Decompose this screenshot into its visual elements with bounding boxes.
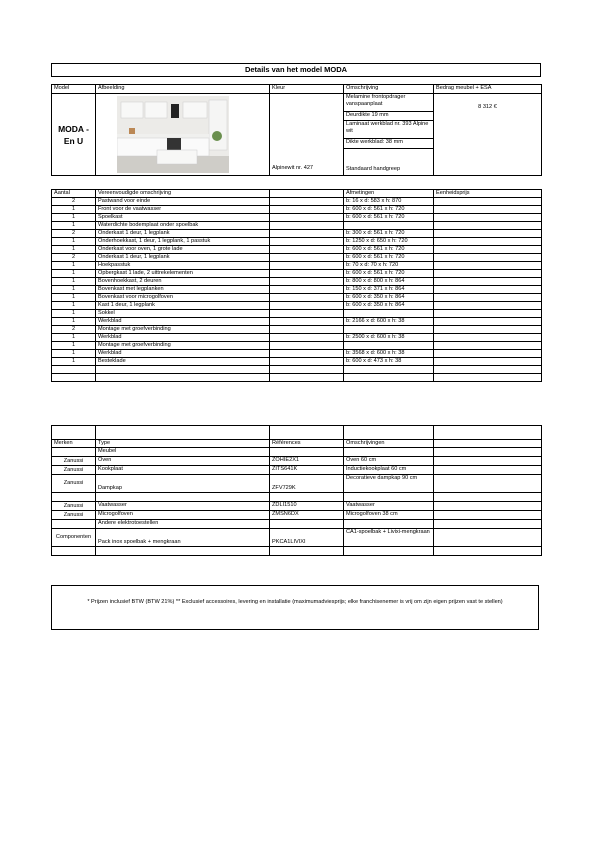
item-dims: b: 600 x d: 473 x h: 38: [344, 358, 434, 366]
item-desc: Bovenkast met legplanken: [96, 286, 270, 294]
table-row: [52, 511, 542, 520]
item-desc: Bovenkast voor microgolfoven: [96, 294, 270, 302]
brand-type: [96, 493, 270, 502]
brand-reference: ZDLI1510: [270, 502, 344, 511]
item-desc: Front voor de vaatwasser: [96, 206, 270, 214]
item-desc: Pastwand voor einde: [96, 198, 270, 206]
item-desc: Onderkast voor oven, 1 grote lade: [96, 246, 270, 254]
item-dims: b: 600 x d: 561 x h: 720: [344, 214, 434, 222]
brand-reference: ZOHIE2X1: [270, 457, 344, 466]
brand-reference: ZITS641K: [270, 466, 344, 475]
table-row: [52, 286, 542, 294]
table-row: [52, 278, 542, 286]
col-descriptions: Omschrijvingen: [344, 440, 434, 448]
brand-description: [344, 448, 434, 457]
brand-type: Pack inox spoelbak + mengkraan: [96, 529, 270, 547]
item-qty: 1: [52, 286, 96, 294]
table-row: [52, 350, 542, 358]
desc-handle: Standaard handgreep: [344, 149, 434, 176]
table-row: [52, 214, 542, 222]
item-qty: 1: [52, 342, 96, 350]
table-row: [52, 493, 542, 502]
table-row: [52, 246, 542, 254]
item-desc: Kast 1 deur, 1 legplank: [96, 302, 270, 310]
table-row: [52, 529, 542, 547]
brand-reference: ZFV729K: [270, 475, 344, 493]
item-desc: Onderhoekkast, 1 deur, 1 legplank, 1 passtuk: [96, 238, 270, 246]
brand-name: [52, 520, 96, 529]
footer-note: * Prijzen inclusief BTW (BTW 21%) ** Exclusief accessoires, levering en installatie (maximumadviesprijs; elke franchisenemer is vrij om zijn eigen prijzen vast te stellen): [51, 585, 539, 630]
item-qty: 2: [52, 198, 96, 206]
brand-type: Oven: [96, 457, 270, 466]
item-dims: [344, 342, 434, 350]
col-image: Afbeelding: [96, 85, 270, 94]
item-qty: 1: [52, 206, 96, 214]
brand-reference: ZMSN6DX: [270, 511, 344, 520]
item-desc: Bovenhoekkast, 2 deuren: [96, 278, 270, 286]
item-qty: 1: [52, 318, 96, 326]
table-row: [52, 342, 542, 350]
table-row: [52, 254, 542, 262]
item-dims: b: 300 x d: 561 x h: 720: [344, 230, 434, 238]
brand-name: [52, 448, 96, 457]
table-row: [52, 206, 542, 214]
table-row: [52, 230, 542, 238]
item-qty: 1: [52, 350, 96, 358]
item-desc: Montage met groefverbinding: [96, 326, 270, 334]
item-qty: 2: [52, 230, 96, 238]
item-dims: [344, 326, 434, 334]
item-dims: b: 600 x d: 561 x h: 720: [344, 254, 434, 262]
item-dims: b: 600 x d: 561 x h: 720: [344, 206, 434, 214]
item-desc: Opbergkast 1 lade, 2 uittrekelementen: [96, 270, 270, 278]
item-desc: Spoelkast: [96, 214, 270, 222]
brand-name: Zanussi: [52, 466, 96, 475]
brand-description: [344, 493, 434, 502]
item-desc: Werkblad: [96, 350, 270, 358]
desc-door: Deurdikte 19 mm: [344, 112, 434, 121]
brand-name: Zanussi: [52, 502, 96, 511]
col-unit-price: Eenheidsprijs: [434, 190, 542, 198]
item-dims: [344, 310, 434, 318]
brand-description: Oven 60 cm: [344, 457, 434, 466]
item-dims: [344, 222, 434, 230]
col-simple-desc: Vereenvoudigde omschrijving: [96, 190, 270, 198]
table-row: [52, 358, 542, 366]
table-row: [52, 448, 542, 457]
item-qty: 2: [52, 326, 96, 334]
item-qty: 1: [52, 302, 96, 310]
brand-name: Componenten: [52, 529, 96, 547]
item-qty: 1: [52, 334, 96, 342]
model-price: 8 312 €: [434, 94, 542, 176]
item-dims: b: 2166 x d: 600 x h: 38: [344, 318, 434, 326]
item-desc: Werkblad: [96, 318, 270, 326]
item-desc: Besteklade: [96, 358, 270, 366]
brand-name: [52, 493, 96, 502]
brand-reference: [270, 448, 344, 457]
table-row: [52, 294, 542, 302]
brand-type: Microgolfoven: [96, 511, 270, 520]
item-qty: 1: [52, 358, 96, 366]
item-qty: 2: [52, 254, 96, 262]
table-row: [52, 270, 542, 278]
brand-description: Inductiekookplaat 60 cm: [344, 466, 434, 475]
item-qty: 1: [52, 270, 96, 278]
item-dims: b: 16 x d: 583 x h: 870: [344, 198, 434, 206]
brand-type: Meubel: [96, 448, 270, 457]
table-row: [52, 310, 542, 318]
item-qty: 1: [52, 246, 96, 254]
empty-row: [52, 547, 542, 556]
brand-type: Dampkap: [96, 475, 270, 493]
empty-row: [52, 366, 542, 374]
brand-type: Andere elektrotoestellen: [96, 520, 270, 529]
brand-type: Kookplaat: [96, 466, 270, 475]
col-description: Omschrijving: [344, 85, 434, 94]
table-row: [52, 520, 542, 529]
brand-description: Decoratieve dampkap 90 cm: [344, 475, 434, 493]
brands-table: [51, 425, 542, 556]
brand-description: [344, 520, 434, 529]
table-row: [52, 326, 542, 334]
item-dims: b: 1250 x d: 650 x h: 720: [344, 238, 434, 246]
table-row: [52, 198, 542, 206]
brand-name: Zanussi: [52, 457, 96, 466]
brand-reference: [270, 493, 344, 502]
item-desc: Werkblad: [96, 334, 270, 342]
item-desc: Onderkast 1 deur, 1 legplank: [96, 254, 270, 262]
page-title: Details van het model MODA: [51, 63, 541, 77]
item-qty: 1: [52, 214, 96, 222]
col-qty: Aantal: [52, 190, 96, 198]
items-table: [51, 189, 542, 382]
brand-reference: PKCA1LIVIXI: [270, 529, 344, 547]
brand-name: Zanussi: [52, 475, 96, 493]
item-qty: 1: [52, 278, 96, 286]
col-price: Bedrag meubel + ESA: [434, 85, 542, 94]
brand-description: CA1-spoelbak + Livixi-mengkraan: [344, 529, 434, 547]
brand-name: Zanussi: [52, 511, 96, 520]
brand-type: Vaatwasser: [96, 502, 270, 511]
item-dims: b: 800 x d: 800 x h: 864: [344, 278, 434, 286]
item-dims: b: 3568 x d: 600 x h: 38: [344, 350, 434, 358]
model-name: MODA - En U: [52, 94, 96, 176]
table-row: [52, 502, 542, 511]
item-dims: b: 600 x d: 350 x h: 864: [344, 294, 434, 302]
item-dims: b: 70 x d: 70 x h: 720: [344, 262, 434, 270]
item-qty: 1: [52, 310, 96, 318]
table-row: [52, 238, 542, 246]
item-qty: 1: [52, 262, 96, 270]
kitchen-photo: [117, 96, 229, 173]
item-dims: b: 600 x d: 561 x h: 720: [344, 246, 434, 254]
item-qty: 1: [52, 222, 96, 230]
item-desc: Waterdichte bodemplaat onder spoelbak: [96, 222, 270, 230]
item-desc: Sokkel: [96, 310, 270, 318]
item-dims: b: 600 x d: 350 x h: 864: [344, 302, 434, 310]
item-desc: Montage met groefverbinding: [96, 342, 270, 350]
kitchen-illustration: [117, 96, 229, 173]
table-row: [52, 262, 542, 270]
item-qty: 1: [52, 294, 96, 302]
item-dims: b: 2500 x d: 600 x h: 38: [344, 334, 434, 342]
table-row: [52, 475, 542, 493]
brand-description: Microgolfoven 38 cm: [344, 511, 434, 520]
table-row: [52, 466, 542, 475]
brand-reference: [270, 520, 344, 529]
col-color: Kleur: [270, 85, 344, 94]
col-dimensions: Afmetingen: [344, 190, 434, 198]
table-row: [52, 302, 542, 310]
desc-worktop: Laminaat werkblad nr. 393 Alpine wit: [344, 121, 434, 139]
item-desc: Hoekpasstuk: [96, 262, 270, 270]
table-row: [52, 318, 542, 326]
col-type: Type: [96, 440, 270, 448]
item-qty: 1: [52, 238, 96, 246]
model-color: Alpinewit nr. 427: [270, 94, 344, 176]
table-row: [52, 334, 542, 342]
empty-row: [52, 374, 542, 382]
col-reference: Références: [270, 440, 344, 448]
desc-front: Melamine frontopdrager vanspaanplaat: [344, 94, 434, 112]
item-dims: b: 600 x d: 561 x h: 720: [344, 270, 434, 278]
col-model: Model: [52, 85, 96, 94]
item-desc: Onderkast 1 deur, 1 legplank: [96, 230, 270, 238]
brand-description: Vaatwasser: [344, 502, 434, 511]
item-dims: b: 150 x d: 371 x h: 864: [344, 286, 434, 294]
table-row: [52, 222, 542, 230]
table-row: [52, 457, 542, 466]
desc-thickness: Dikte werkblad: 38 mm: [344, 139, 434, 149]
col-brand: Merken: [52, 440, 96, 448]
